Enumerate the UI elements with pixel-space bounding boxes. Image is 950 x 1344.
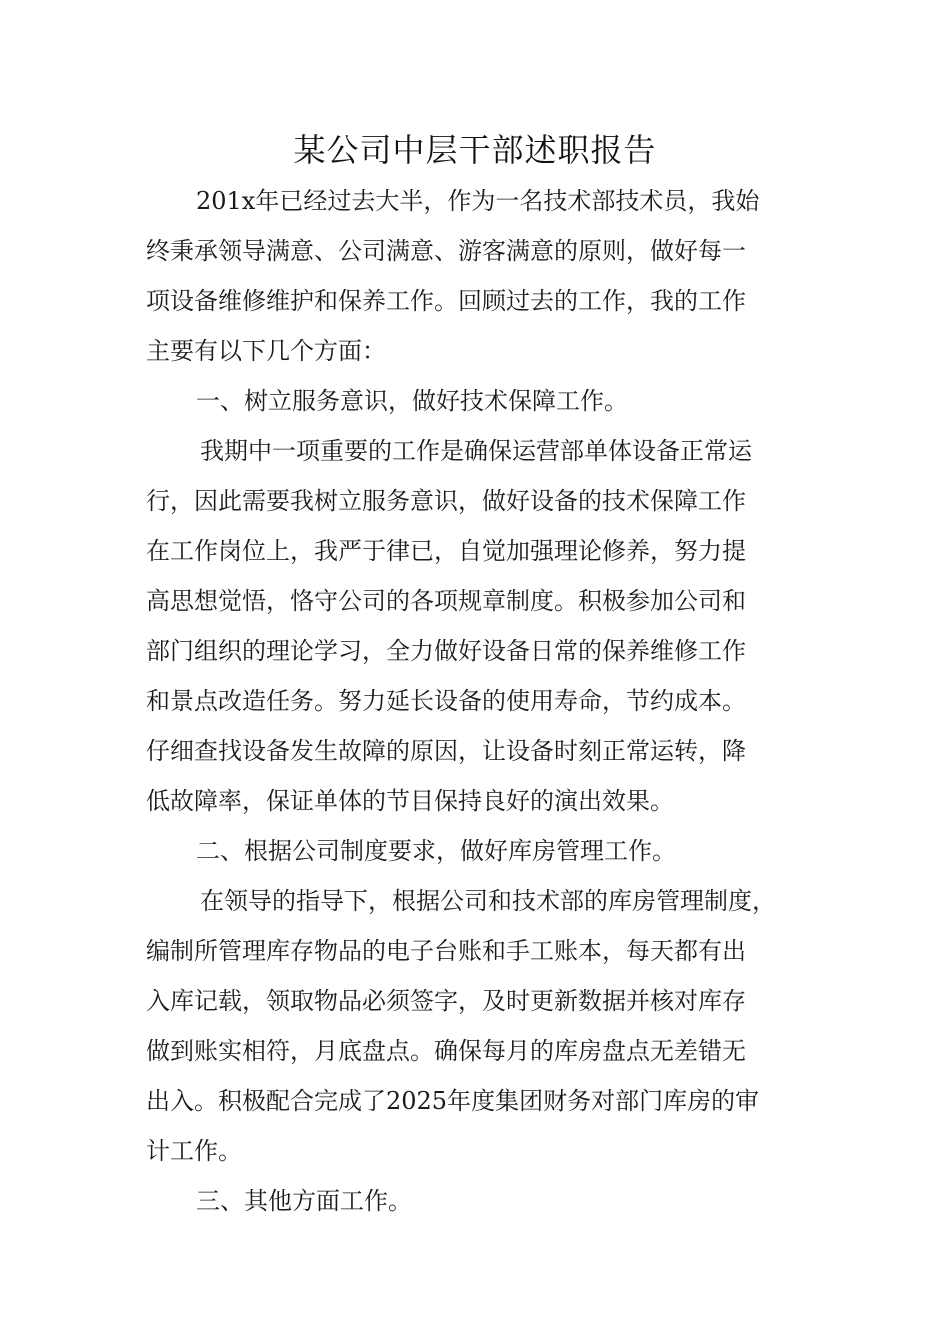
- paragraph-line: 和景点改造任务。努力延长设备的使用寿命，节约成本。: [146, 687, 746, 715]
- document-body: [146, 176, 811, 1226]
- paragraph-line: 在领导的指导下，根据公司和技术部的库房管理制度，: [200, 887, 776, 915]
- paragraph-line: 仔细查找设备发生故障的原因，让设备时刻正常运转，降: [146, 737, 746, 765]
- paragraph-line: 低故障率，保证单体的节目保持良好的演出效果。: [146, 787, 674, 815]
- paragraph-line: 做到账实相符，月底盘点。确保每月的库房盘点无差错无: [146, 1037, 746, 1065]
- paragraph-line: 在工作岗位上，我严于律已，自觉加强理论修养，努力提: [146, 537, 746, 565]
- paragraph-line: 项设备维修维护和保养工作。回顾过去的工作，我的工作: [146, 287, 746, 315]
- paragraph-line: 出入。积极配合完成了2025年度集团财务对部门库房的审: [146, 1087, 760, 1115]
- paragraph-line: 高思想觉悟，恪守公司的各项规章制度。积极参加公司和: [146, 587, 746, 615]
- paragraph-line: 部门组织的理论学习，全力做好设备日常的保养维修工作: [146, 637, 746, 665]
- paragraph-line: 我期中一项重要的工作是确保运营部单体设备正常运: [200, 437, 752, 465]
- section-heading-3: 三、其他方面工作。: [196, 1187, 412, 1215]
- paragraph-line: 行，因此需要我树立服务意识，做好设备的技术保障工作: [146, 487, 746, 515]
- paragraph-line: 计工作。: [146, 1137, 242, 1165]
- document-title: 某公司中层干部述职报告: [293, 131, 657, 169]
- paragraph-line: 终秉承领导满意、公司满意、游客满意的原则，做好每一: [146, 237, 746, 265]
- paragraph-line: 入库记载，领取物品必须签字，及时更新数据并核对库存: [146, 987, 746, 1015]
- paragraph-line: 主要有以下几个方面：: [146, 337, 386, 365]
- section-heading-1: 一、树立服务意识，做好技术保障工作。: [196, 387, 628, 415]
- paragraph-line: 编制所管理库存物品的电子台账和手工账本，每天都有出: [146, 937, 746, 965]
- paragraph-line: 201x年已经过去大半，作为一名技术部技术员，我始: [196, 187, 760, 215]
- section-heading-2: 二、根据公司制度要求，做好库房管理工作。: [196, 837, 676, 865]
